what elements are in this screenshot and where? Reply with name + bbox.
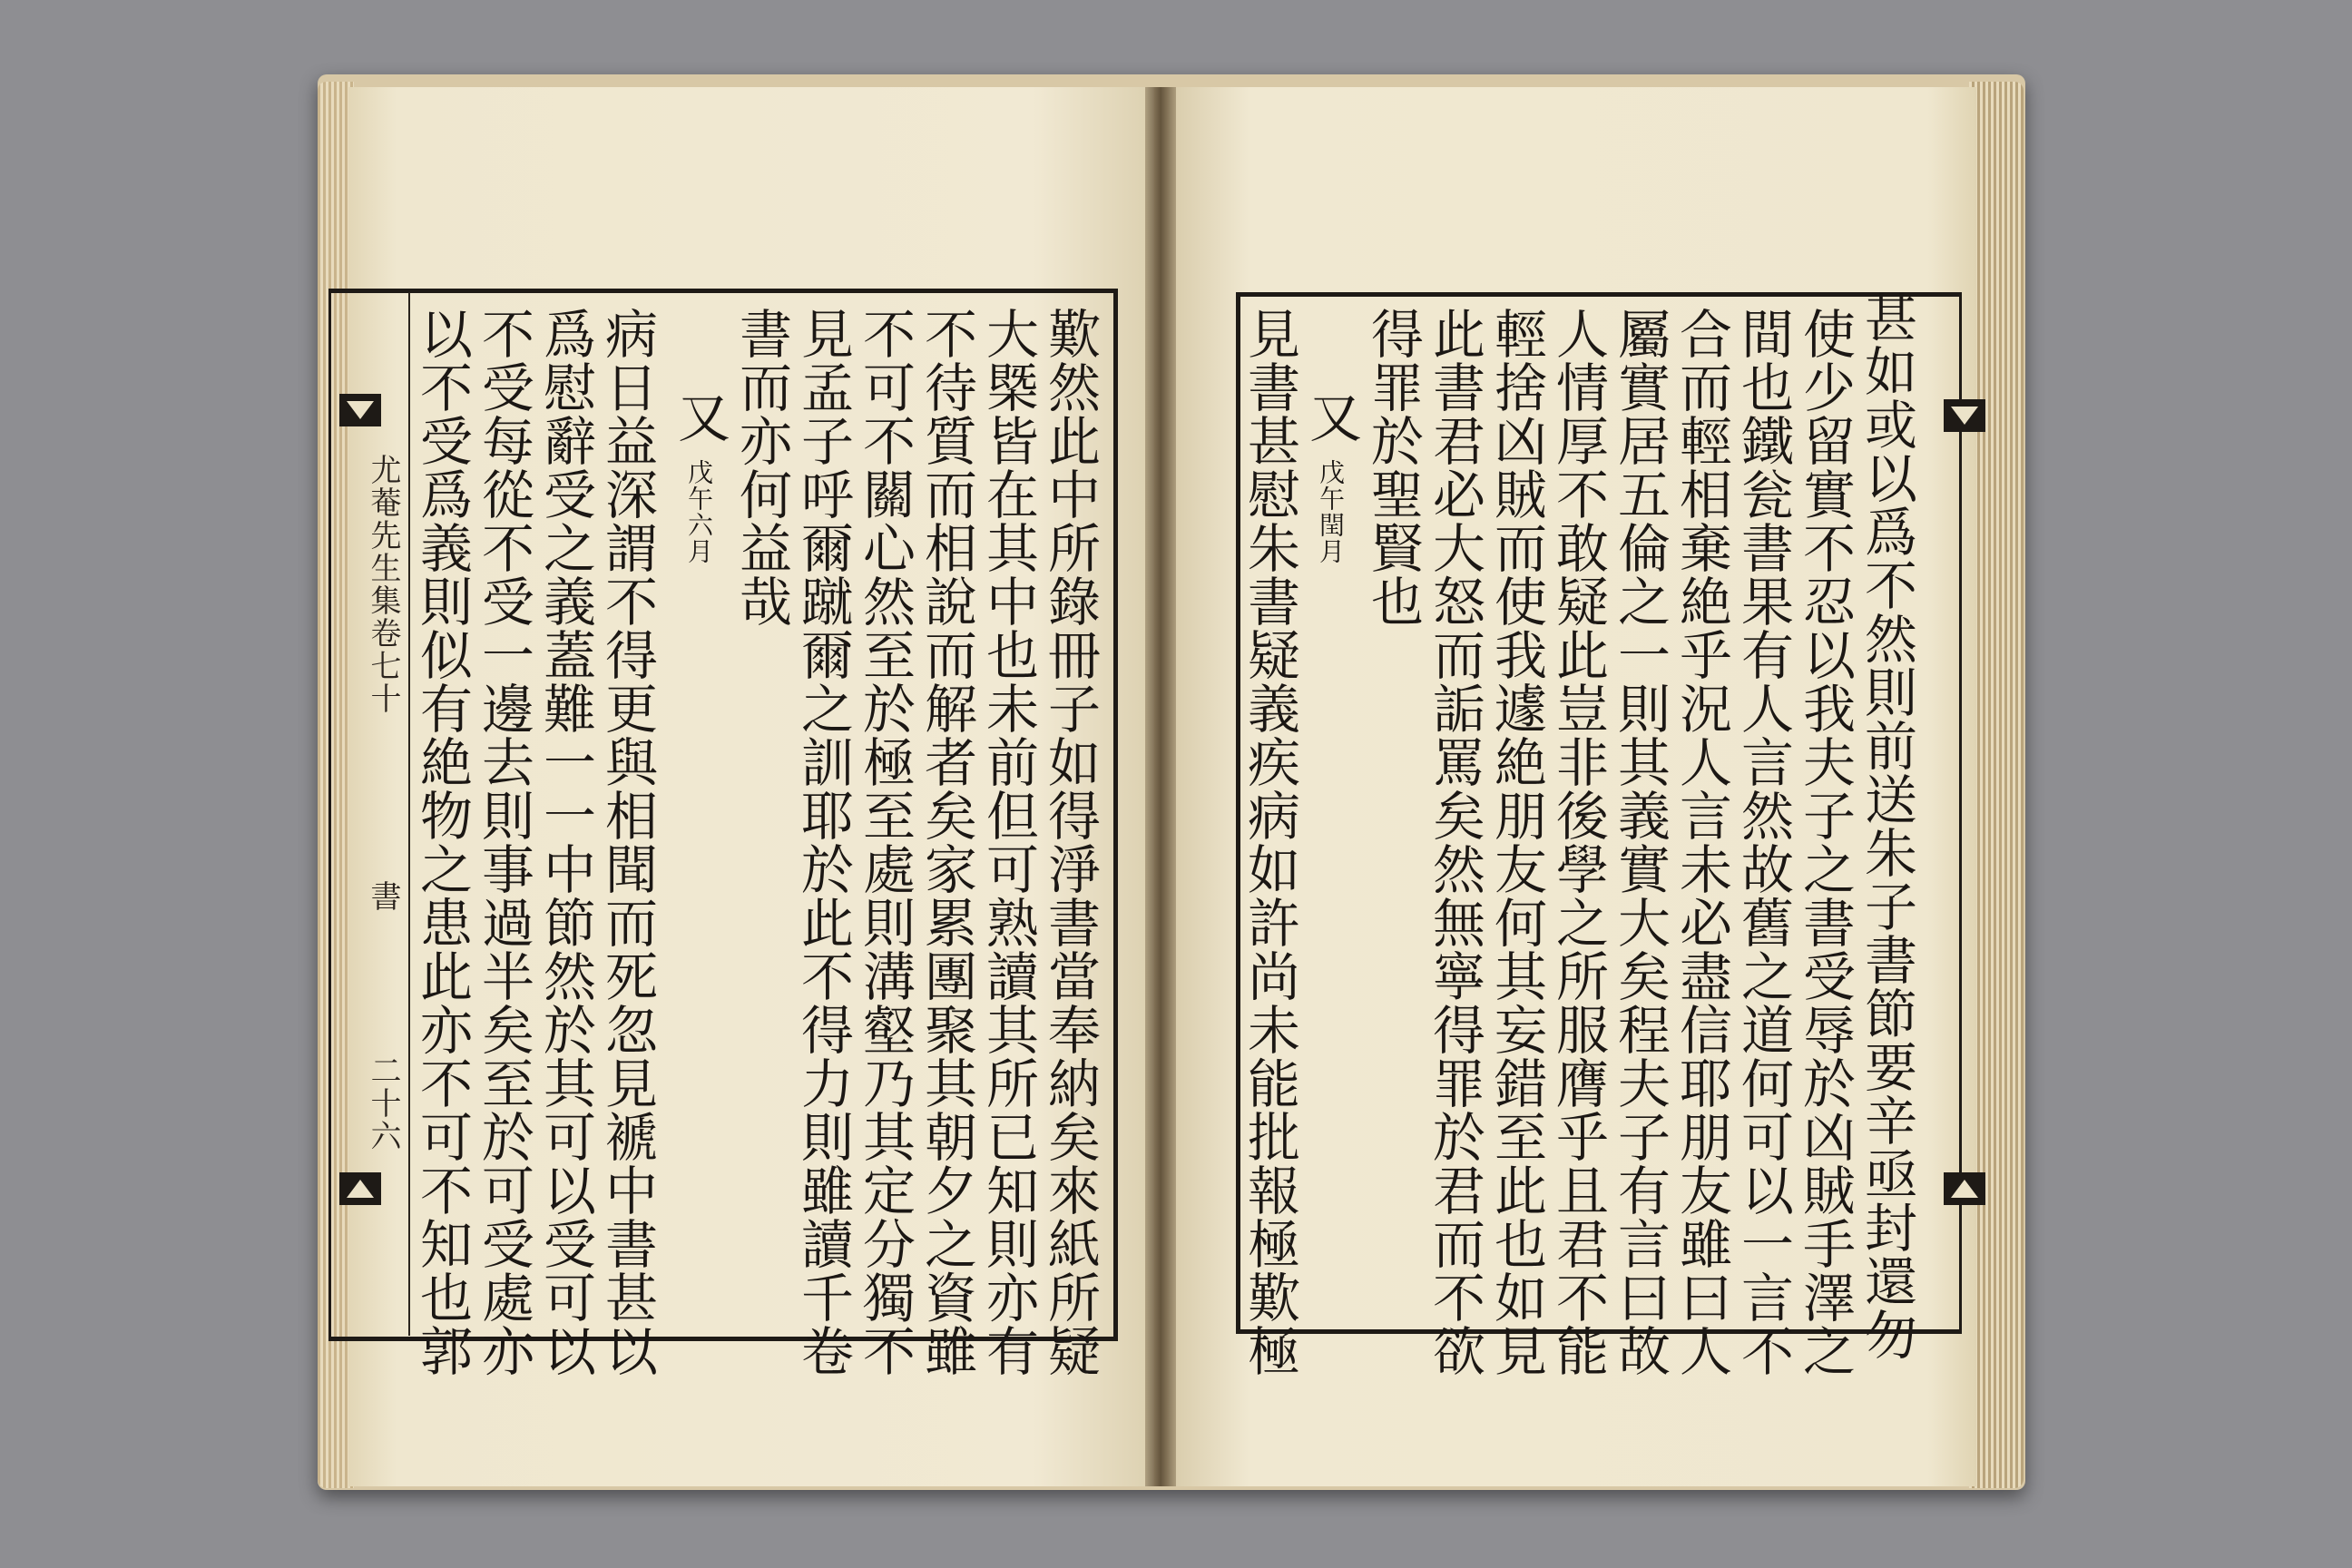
fish-tail-mark-top (338, 392, 383, 428)
text-column: 屬實居五倫之一則其義實大矣程夫子有言曰故 (1609, 307, 1671, 1377)
margin-title: 尤菴先生集卷七十 (365, 454, 401, 715)
text-column: 爲慰辭受之義蓋難一一中節然於其可以受可以 (534, 307, 596, 1377)
letter-heading: 又 (1300, 390, 1362, 444)
text-column: 大槩皆在其中也未前但可熟讀其所已知則亦有 (977, 307, 1039, 1377)
text-column: 見孟子呼爾蹴爾之訓耶於此不得力則雖讀千卷 (792, 307, 854, 1377)
fish-tail-mark-right-top (1942, 397, 1987, 434)
text-column: 此書君必大怒而詬罵矣然無寧得罪於君而不欲 (1424, 307, 1485, 1377)
text-column: 不可不關心然至於極至處則溝壑乃其定分獨不 (854, 307, 916, 1377)
letter-date: 戊午閏月 (1316, 459, 1346, 564)
book-gutter (1145, 87, 1176, 1486)
text-column: 甚如或以爲不然則前送朱子書節要辛亟封還勿 (1856, 290, 1917, 1361)
page-edges-right (1969, 82, 2024, 1488)
letter-date: 戊午六月 (684, 459, 714, 564)
text-column: 歎然此中所錄冊子如得淨書當奉納矣來紙所疑 (1039, 307, 1101, 1377)
text-column: 不待質而相說而解者矣家累團聚其朝夕之資雖 (916, 307, 977, 1377)
letter-heading: 又 (669, 390, 730, 444)
text-column: 輕捨凶賊而使我遽絶朋友何其妄錯至此也如見 (1485, 307, 1547, 1377)
text-column: 合而輕相棄絶乎況人言未必盡信耶朋友雖曰人 (1671, 307, 1732, 1377)
text-column: 病日益深謂不得更與相聞而死忽見褫中書甚以 (596, 307, 658, 1377)
text-column: 使少留實不忍以我夫子之書受辱於凶賊手澤之 (1794, 307, 1856, 1377)
fish-tail-mark-bottom (338, 1171, 383, 1207)
margin-page-number: 二十六 (365, 1054, 401, 1152)
text-column: 不受每從不受一邊去則事過半矣至於可受處亦 (473, 307, 534, 1377)
text-column: 書而亦何益哉 (730, 307, 792, 628)
text-column: 間也鐵瓮書果有人言然故舊之道何可以一言不 (1732, 307, 1794, 1377)
margin-rule (408, 292, 410, 1336)
fish-tail-mark-right-bottom (1942, 1171, 1987, 1207)
text-column: 人情厚不敢疑此豈非後學之所服膺乎且君不能 (1547, 307, 1609, 1377)
text-column: 得罪於聖賢也 (1362, 307, 1424, 628)
text-column: 以不受爲義則似有絶物之患此亦不可不知也郭 (411, 307, 473, 1377)
text-column: 見書甚慰朱書疑義疾病如許尚未能批報極歎極 (1239, 307, 1300, 1377)
margin-section: 書 (365, 880, 401, 913)
